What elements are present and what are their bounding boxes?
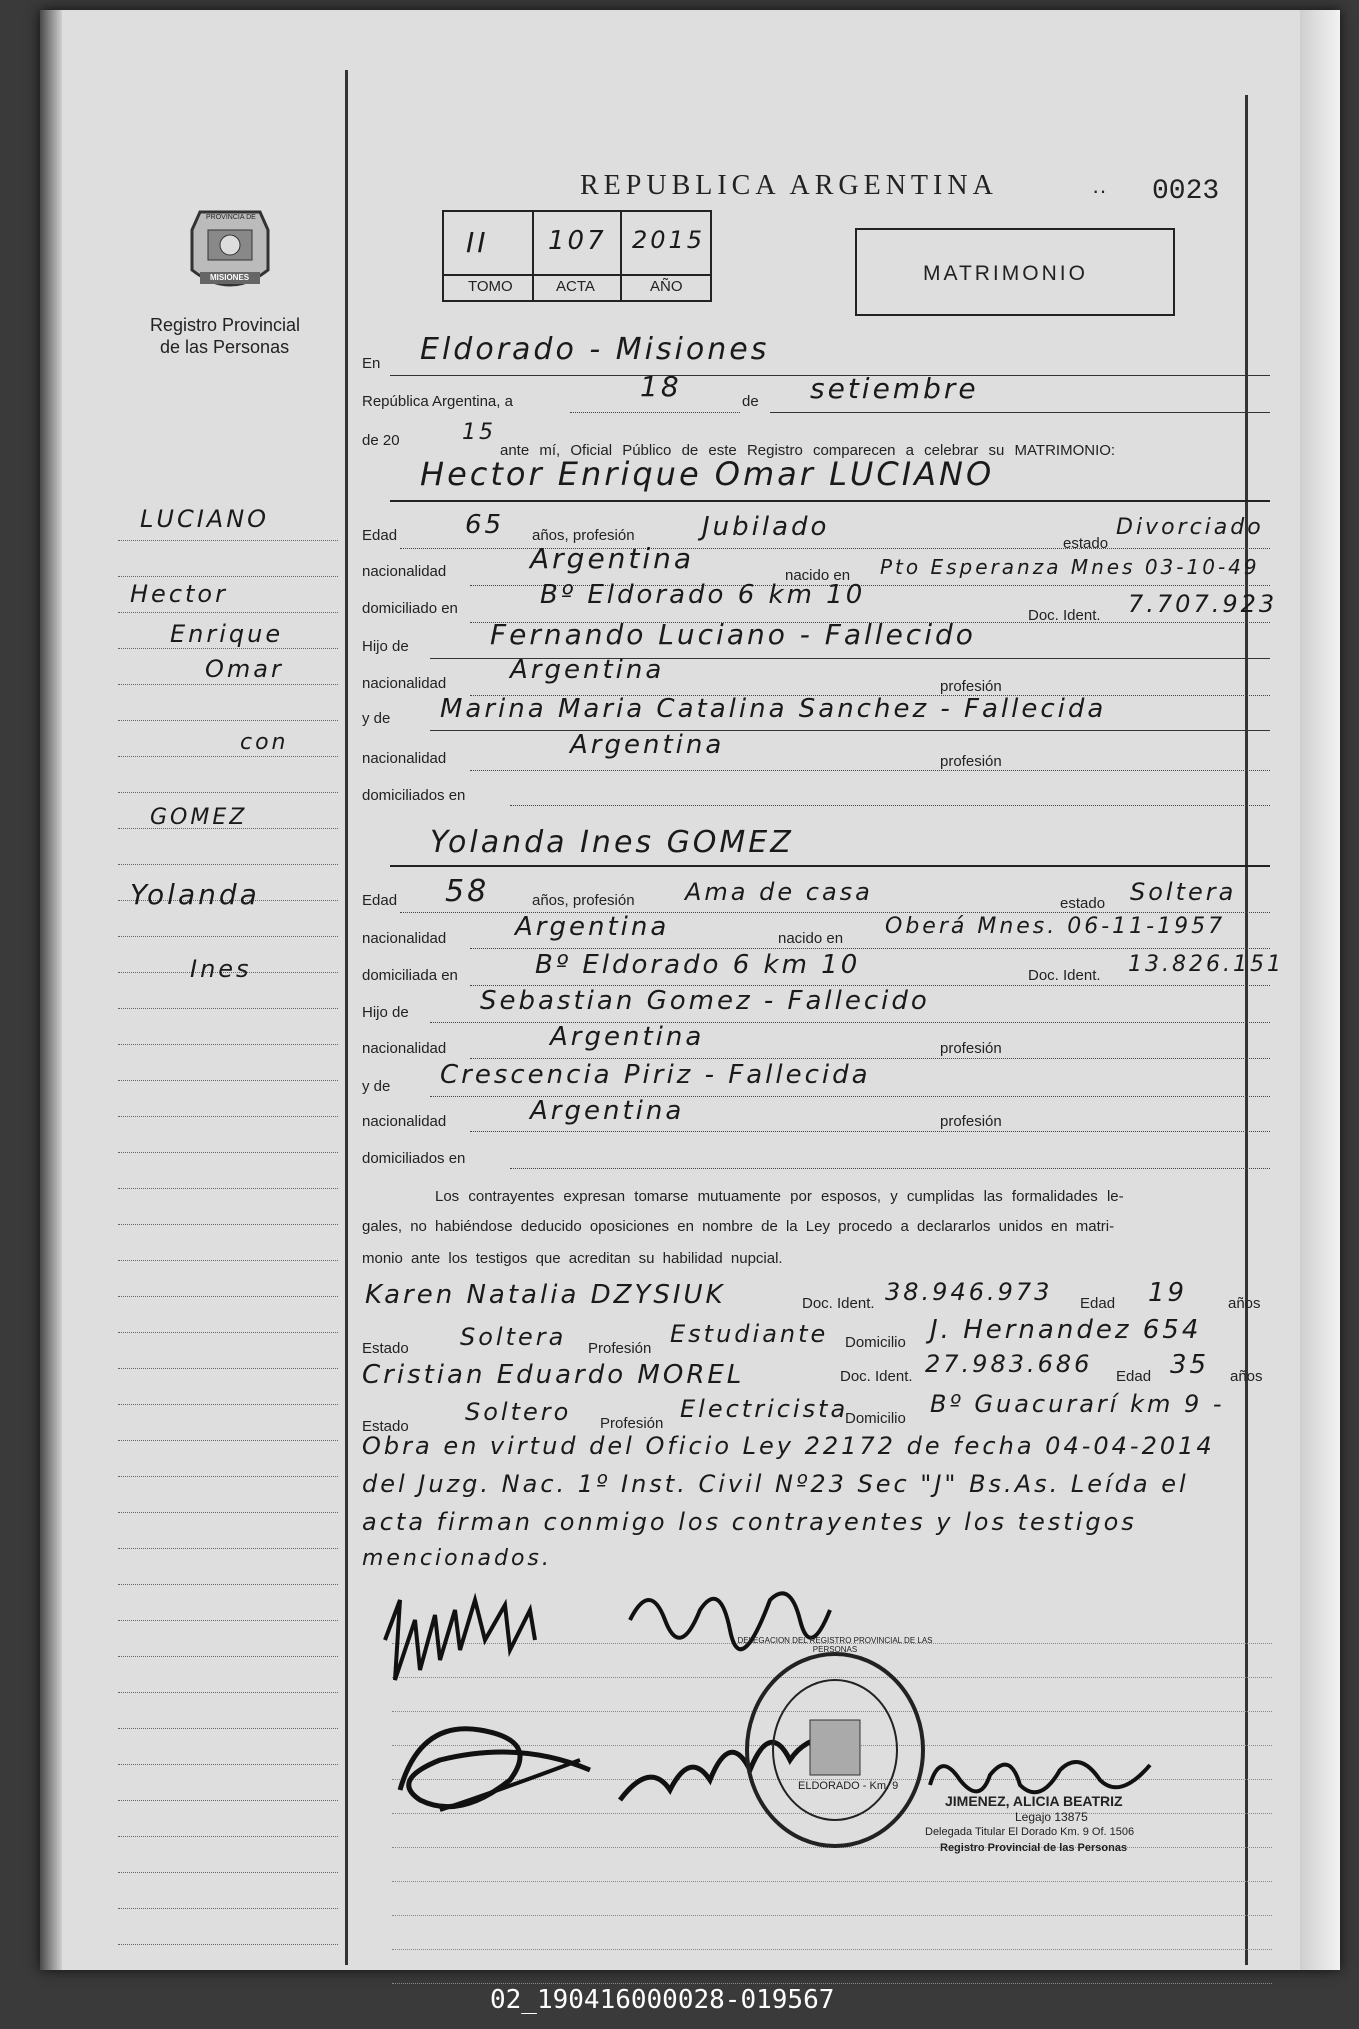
- signature-witness1: [380, 1700, 610, 1830]
- official-cargo: Delegada Titular El Dorado Km. 9 Of. 1506: [925, 1826, 1135, 1838]
- note-line: acta firman conmigo los contrayentes y los testigos: [362, 1508, 1137, 1536]
- note-line: Obra en virtud del Oficio Ley 22172 de fecha 04-04-2014: [362, 1432, 1215, 1460]
- document-number: 0023: [1152, 176, 1220, 207]
- groom-yde-label: y de: [362, 710, 391, 727]
- declaration-line: gales, no habiéndose deducido oposiciones en nombre de la Ley procedo a declararlos unidos en matri-: [362, 1218, 1115, 1235]
- witness2-edad-label: Edad: [1116, 1368, 1152, 1385]
- bride-nac-padre: Argentina: [550, 1022, 705, 1052]
- witness1-estado-label: Estado: [362, 1340, 409, 1357]
- volume-box: [442, 210, 712, 302]
- groom-doc: 7.707.923: [1128, 590, 1278, 618]
- bride-edad: 58: [445, 874, 490, 909]
- signature-groom: [375, 1580, 555, 1700]
- bride-nac3-label: nacionalidad: [362, 1113, 447, 1130]
- witness2-estado: Soltero: [465, 1398, 572, 1426]
- groom-profesion: Jubilado: [702, 512, 830, 542]
- groom-name: Hector Enrique Omar LUCIANO: [420, 455, 995, 493]
- bride-nac2-label: nacionalidad: [362, 1040, 447, 1057]
- groom-hijo-label: Hijo de: [362, 638, 409, 655]
- groom-edad-label: Edad: [362, 527, 398, 544]
- year-suffix: 15: [462, 420, 496, 445]
- groom-domiciliados-label: domiciliados en: [362, 787, 466, 804]
- witness2-edad: 35: [1170, 1350, 1210, 1380]
- witness1-dom-label: Domicilio: [845, 1334, 906, 1351]
- bride-dom-label: domiciliada en: [362, 967, 458, 984]
- anio-label: AÑO: [650, 278, 683, 295]
- witness2-prof-label: Profesión: [600, 1415, 664, 1432]
- year-label: de 20: [362, 432, 400, 449]
- bride-profesion: Ama de casa: [685, 878, 873, 906]
- bride-nacido: Oberá Mnes. 06-11-1957: [885, 914, 1226, 939]
- margin-note: Hector: [130, 580, 228, 608]
- witness1-profesion: Estudiante: [670, 1320, 829, 1348]
- page-edge: [1300, 10, 1340, 1970]
- witness2-domicilio: Bº Guacurarí km 9 -: [930, 1390, 1225, 1418]
- margin-note: GOMEZ: [150, 805, 248, 830]
- witness2-name: Cristian Eduardo MOREL: [362, 1360, 745, 1390]
- en-label: En: [362, 355, 381, 372]
- witness1-prof-label: Profesión: [588, 1340, 652, 1357]
- bride-nacido-label: nacido en: [778, 930, 844, 947]
- groom-nac-label: nacionalidad: [362, 563, 447, 580]
- bride-hijo-label: Hijo de: [362, 1004, 409, 1021]
- month: setiembre: [810, 372, 979, 405]
- bride-doc: 13.826.151: [1128, 952, 1284, 977]
- republica-label: República Argentina, a: [362, 393, 513, 410]
- bride-madre: Crescencia Piriz - Fallecida: [440, 1060, 871, 1090]
- seal-logo: [180, 200, 280, 300]
- declaration-line: monio ante los testigos que acreditan su habilidad nupcial.: [362, 1250, 783, 1267]
- witness1-name: Karen Natalia DZYSIUK: [365, 1280, 726, 1310]
- official-stamp: [737, 1636, 933, 1850]
- compare-text: ante mí, Oficial Público de este Registro comparecen a celebrar su MATRIMONIO:: [500, 442, 1116, 459]
- groom-doc-label: Doc. Ident.: [1028, 607, 1101, 624]
- witness2-profesion: Electricista: [680, 1395, 849, 1423]
- logo-line1: Registro Provincial: [150, 315, 301, 335]
- bride-name: Yolanda Ines GOMEZ: [430, 825, 794, 860]
- witness1-edad: 19: [1148, 1278, 1188, 1308]
- margin-note: con: [240, 730, 289, 755]
- witness2-dom-label: Domicilio: [845, 1410, 906, 1427]
- witness2-doc: 27.983.686: [925, 1350, 1093, 1378]
- day: 18: [640, 370, 682, 403]
- place: Eldorado - Misiones: [420, 332, 770, 367]
- note-line: del Juzg. Nac. 1º Inst. Civil Nº23 Sec "J" Bs.As. Leída el: [362, 1470, 1189, 1498]
- groom-madre: Marina Maria Catalina Sanchez - Fallecida: [440, 694, 1107, 724]
- country-title: REPUBLICA ARGENTINA: [580, 170, 998, 201]
- groom-domicilio: Bº Eldorado 6 km 10: [540, 580, 866, 610]
- scan-code: 02_190416000028-019567: [490, 1985, 835, 2015]
- bride-nac-madre: Argentina: [530, 1096, 685, 1126]
- groom-prof2-label: profesión: [940, 753, 1002, 770]
- groom-anos-label: años, profesión: [532, 527, 635, 544]
- record-type: MATRIMONIO: [923, 262, 1088, 285]
- seal-bottom-text: MISIONES: [210, 273, 250, 282]
- acta-label: ACTA: [556, 278, 595, 295]
- groom-dom-label: domiciliado en: [362, 600, 458, 617]
- margin-note: LUCIANO: [140, 505, 270, 533]
- seal-top-text: PROVINCIA DE: [206, 214, 256, 221]
- bride-domicilio: Bº Eldorado 6 km 10: [535, 950, 861, 980]
- groom-nac-padre: Argentina: [510, 655, 665, 685]
- bride-doc-label: Doc. Ident.: [1028, 967, 1101, 984]
- groom-nac3-label: nacionalidad: [362, 750, 447, 767]
- witness1-edad-label: Edad: [1080, 1295, 1116, 1312]
- witness1-anos-label: años: [1228, 1295, 1261, 1312]
- note-line: mencionados.: [362, 1546, 552, 1571]
- margin-note: Yolanda: [130, 878, 260, 911]
- binding-gutter: [40, 10, 62, 1970]
- margin-rule: [345, 70, 348, 1965]
- bride-prof-label: profesión: [940, 1040, 1002, 1057]
- bride-nac-label: nacionalidad: [362, 930, 447, 947]
- official-name: JIMENEZ, ALICIA BEATRIZ: [945, 1793, 1123, 1809]
- groom-estado: Divorciado: [1116, 515, 1264, 540]
- groom-nacionalidad: Argentina: [530, 542, 695, 575]
- de-label: de: [742, 393, 759, 410]
- number-mark: ··: [1092, 178, 1107, 203]
- groom-padre: Fernando Luciano - Fallecido: [490, 618, 976, 651]
- groom-edad: 65: [465, 510, 505, 540]
- witness1-estado: Soltera: [460, 1323, 567, 1351]
- declaration-line: Los contrayentes expresan tomarse mutuamente por esposos, y cumplidas las formalidades le-: [435, 1188, 1124, 1205]
- tomo-label: TOMO: [468, 278, 513, 295]
- witness2-anos-label: años: [1230, 1368, 1263, 1385]
- groom-nacido-label: nacido en: [785, 567, 851, 584]
- official-legajo: Legajo 13875: [1015, 1810, 1088, 1824]
- witness1-doc-label: Doc. Ident.: [802, 1295, 875, 1312]
- acta-value: 107: [548, 226, 607, 256]
- groom-estado-label: estado: [1063, 535, 1109, 552]
- document-page: [40, 10, 1340, 1970]
- bride-anos-label: años, profesión: [532, 892, 635, 909]
- margin-note: Omar: [205, 655, 284, 683]
- groom-nac2-label: nacionalidad: [362, 675, 447, 692]
- bride-edad-label: Edad: [362, 892, 398, 909]
- witness1-domicilio: J. Hernandez 654: [930, 1315, 1202, 1345]
- witness1-doc: 38.946.973: [885, 1278, 1053, 1306]
- witness2-doc-label: Doc. Ident.: [840, 1368, 913, 1385]
- margin-note: Enrique: [170, 620, 284, 648]
- bride-padre: Sebastian Gomez - Fallecido: [480, 986, 930, 1016]
- bride-estado-label: estado: [1060, 895, 1106, 912]
- stamp-center-text: ELDORADO - Km. 9: [798, 1780, 899, 1792]
- margin-lines: [118, 505, 338, 1945]
- groom-nac-madre: Argentina: [570, 730, 725, 760]
- bride-estado: Soltera: [1130, 878, 1237, 906]
- anio-value: 2015: [632, 226, 706, 254]
- record-type-box: [855, 228, 1175, 316]
- groom-nacido: Pto Esperanza Mnes 03-10-49: [880, 555, 1260, 579]
- bride-nacionalidad: Argentina: [515, 912, 670, 942]
- logo-line2: de las Personas: [160, 337, 290, 357]
- official-org: Registro Provincial de las Personas: [940, 1842, 1128, 1854]
- stamp-ring-text: DELEGACION DEL REGISTRO PROVINCIAL DE LAS PERSONAS: [737, 1636, 933, 1654]
- bride-prof2-label: profesión: [940, 1113, 1002, 1130]
- groom-prof-label: profesión: [940, 678, 1002, 695]
- bride-domiciliados-label: domiciliados en: [362, 1150, 466, 1167]
- tomo-value: II: [466, 226, 489, 259]
- witness2-estado-label: Estado: [362, 1418, 409, 1435]
- bride-yde-label: y de: [362, 1078, 391, 1095]
- margin-note: Ines: [190, 955, 252, 983]
